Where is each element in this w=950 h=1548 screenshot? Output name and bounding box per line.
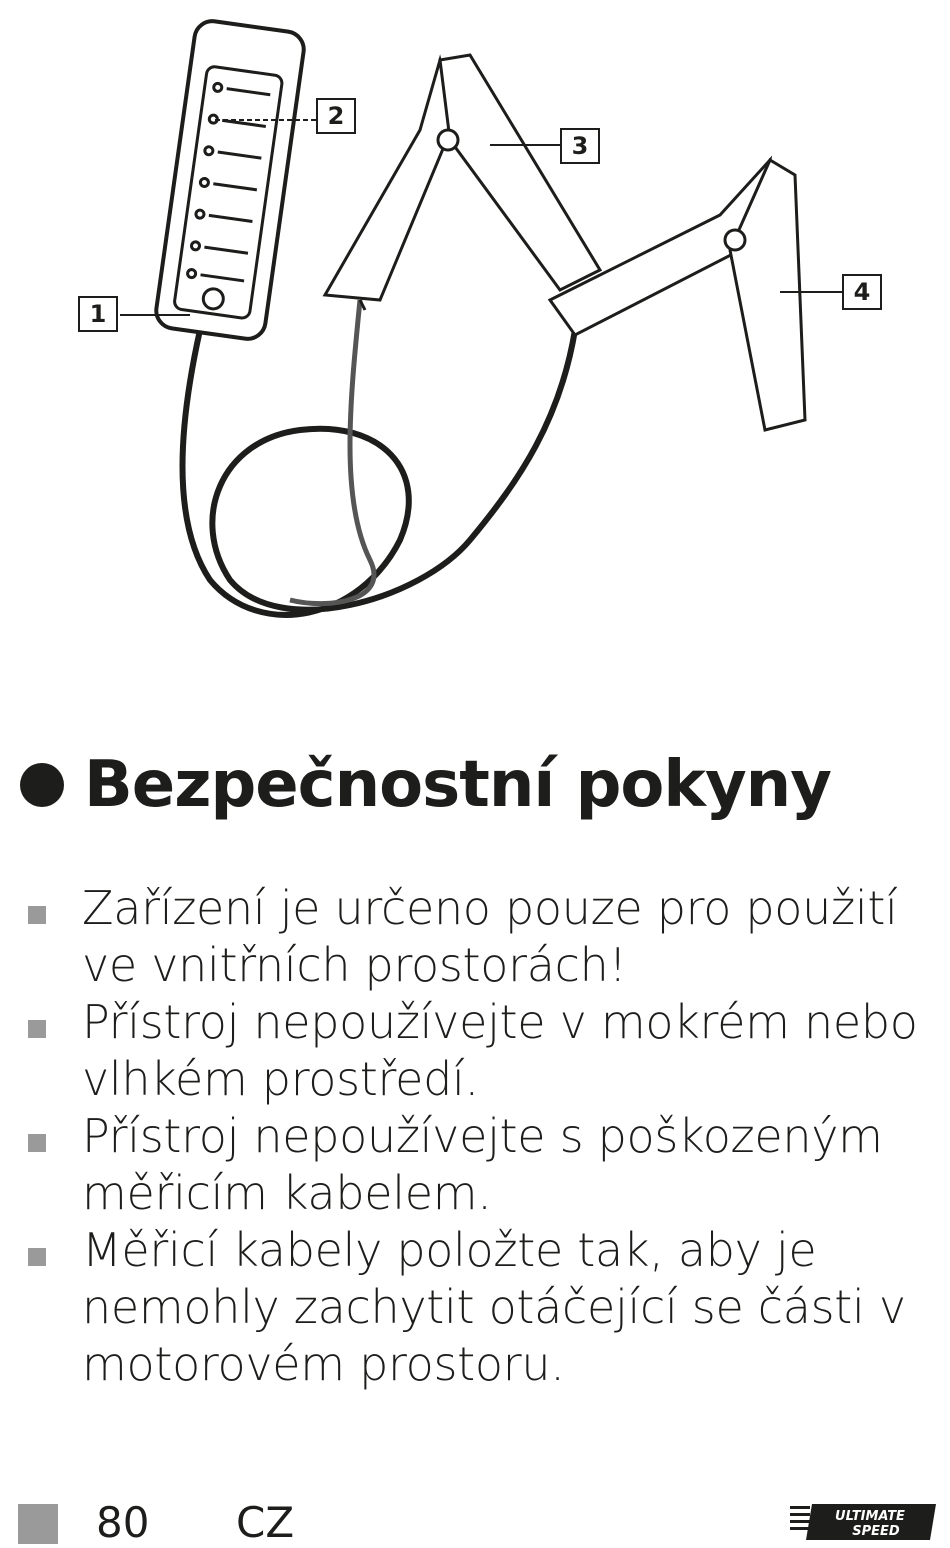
square-bullet-icon	[28, 1134, 46, 1152]
list-item	[20, 1108, 940, 1222]
page-number: 80	[96, 1498, 150, 1547]
product-illustration	[0, 0, 950, 700]
square-bullet-icon	[28, 906, 46, 924]
callout-3: 3	[560, 128, 600, 164]
clamp-red	[325, 55, 600, 310]
section-heading	[20, 748, 831, 822]
list-item-text: Zařízení je určeno pouze pro použití ve vnitřních prostorách!	[82, 881, 898, 992]
list-item-text: Přístroj nepoužívejte s poškozeným měřicím kabelem.	[82, 1109, 883, 1220]
square-bullet-icon	[28, 1020, 46, 1038]
list-item	[20, 994, 940, 1108]
clamp-black	[550, 160, 805, 430]
heading-text: Bezpečnostní pokyny	[84, 748, 831, 822]
tester-device	[154, 19, 306, 341]
battery-tester-drawing	[0, 0, 950, 700]
ultimate-speed-logo	[790, 1500, 936, 1544]
footer-square-icon	[18, 1504, 58, 1544]
heading-bullet-icon	[20, 763, 64, 807]
list-item	[20, 1222, 940, 1393]
language-code: CZ	[236, 1498, 295, 1547]
list-item-text: Měřicí kabely položte tak, aby je nemohly zachytit otáčející se části v motorovém prostoru.	[82, 1223, 906, 1391]
callout-2: 2	[316, 98, 356, 134]
callout-4: 4	[842, 274, 882, 310]
safety-list	[20, 880, 940, 1393]
svg-text:SPEED: SPEED	[852, 1524, 900, 1539]
square-bullet-icon	[28, 1248, 46, 1266]
callout-1: 1	[78, 296, 118, 332]
list-item-text: Přístroj nepoužívejte v mokrém nebo vlhkém prostředí.	[82, 995, 918, 1106]
svg-text:ULTIMATE: ULTIMATE	[835, 1509, 905, 1524]
list-item	[20, 880, 940, 994]
